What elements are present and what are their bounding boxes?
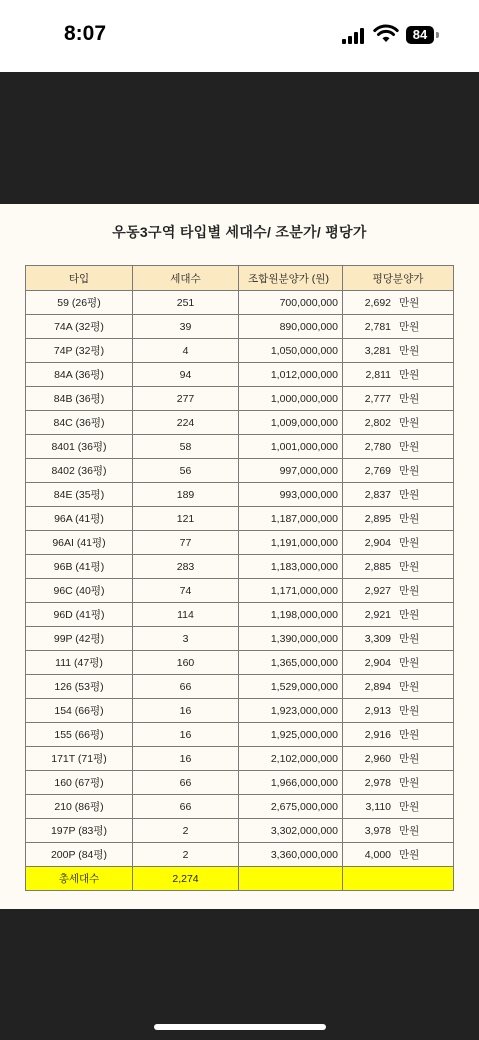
cell-units: 58 [133, 435, 239, 459]
table-row [26, 507, 454, 531]
per-pyeong-unit: 만원 [399, 369, 420, 381]
battery-icon: 84 [406, 26, 434, 44]
table-row [26, 435, 454, 459]
table-row [26, 579, 454, 603]
cell-price: 997,000,000 [239, 459, 343, 483]
cell-type: 96B (41평) [26, 555, 133, 579]
table-body [26, 291, 454, 867]
document-title: 우동3구역 타입별 세대수/ 조분가/ 평당가 [112, 224, 367, 240]
cell-per-pyeong [343, 387, 454, 411]
cell-units: 39 [133, 315, 239, 339]
cell-units: 16 [133, 747, 239, 771]
cell-per-pyeong [343, 843, 454, 867]
cell-units: 189 [133, 483, 239, 507]
per-pyeong-value: 3,281 [364, 345, 391, 357]
cell-units: 2 [133, 843, 239, 867]
cell-type: 200P (84평) [26, 843, 133, 867]
cell-price: 1,050,000,000 [239, 339, 343, 363]
total-units: 2,274 [133, 867, 239, 891]
table-row [26, 747, 454, 771]
cell-type: 84C (36평) [26, 411, 133, 435]
per-pyeong-unit: 만원 [399, 513, 420, 525]
cell-type: 96A (41평) [26, 507, 133, 531]
per-pyeong-value: 2,913 [364, 705, 391, 717]
battery-tip [436, 32, 439, 38]
table-row [26, 843, 454, 867]
total-row [26, 867, 454, 891]
cell-type: 171T (71평) [26, 747, 133, 771]
wifi-icon [373, 24, 399, 44]
per-pyeong-value: 2,780 [364, 441, 391, 453]
cell-per-pyeong [343, 315, 454, 339]
total-label: 총세대수 [26, 867, 133, 891]
per-pyeong-unit: 만원 [399, 489, 420, 501]
cell-units: 74 [133, 579, 239, 603]
table-row [26, 819, 454, 843]
per-pyeong-value: 2,894 [364, 681, 391, 693]
cell-price: 1,171,000,000 [239, 579, 343, 603]
per-pyeong-unit: 만원 [399, 585, 420, 597]
cell-units: 283 [133, 555, 239, 579]
per-pyeong-value: 4,000 [364, 849, 391, 861]
cell-per-pyeong [343, 339, 454, 363]
header-units: 세대수 [133, 266, 239, 291]
per-pyeong-unit: 만원 [399, 801, 420, 813]
table-row [26, 651, 454, 675]
cell-price: 1,012,000,000 [239, 363, 343, 387]
per-pyeong-value: 3,110 [365, 801, 391, 813]
cell-units: 94 [133, 363, 239, 387]
cell-per-pyeong [343, 651, 454, 675]
per-pyeong-value: 2,960 [364, 753, 391, 765]
per-pyeong-unit: 만원 [399, 849, 420, 861]
cell-price: 700,000,000 [239, 291, 343, 315]
cell-per-pyeong [343, 531, 454, 555]
cell-price: 1,198,000,000 [239, 603, 343, 627]
per-pyeong-value: 2,769 [364, 465, 391, 477]
table-row [26, 315, 454, 339]
cell-per-pyeong [343, 483, 454, 507]
cell-price: 1,529,000,000 [239, 675, 343, 699]
per-pyeong-value: 2,904 [364, 657, 391, 669]
per-pyeong-unit: 만원 [399, 561, 420, 573]
cell-per-pyeong [343, 723, 454, 747]
cell-units: 16 [133, 723, 239, 747]
cell-price: 890,000,000 [239, 315, 343, 339]
cell-type: 74A (32평) [26, 315, 133, 339]
cell-price: 1,001,000,000 [239, 435, 343, 459]
cell-units: 121 [133, 507, 239, 531]
cell-price: 2,102,000,000 [239, 747, 343, 771]
bottom-dark-area [0, 909, 479, 1040]
header-per-pyeong: 평당분양가 [343, 266, 454, 291]
table-row [26, 723, 454, 747]
cell-units: 77 [133, 531, 239, 555]
per-pyeong-value: 2,692 [364, 297, 391, 309]
cell-price: 1,966,000,000 [239, 771, 343, 795]
table-row [26, 699, 454, 723]
per-pyeong-unit: 만원 [399, 777, 420, 789]
cell-units: 66 [133, 771, 239, 795]
per-pyeong-unit: 만원 [399, 417, 420, 429]
total-price-empty [239, 867, 343, 891]
per-pyeong-value: 2,916 [364, 729, 391, 741]
cell-type: 99P (42평) [26, 627, 133, 651]
price-table [25, 265, 454, 891]
table-row [26, 363, 454, 387]
cell-type: 96AI (41평) [26, 531, 133, 555]
per-pyeong-value: 2,895 [364, 513, 391, 525]
cell-units: 224 [133, 411, 239, 435]
cell-type: 210 (86평) [26, 795, 133, 819]
cell-type: 84E (35평) [26, 483, 133, 507]
cell-units: 2 [133, 819, 239, 843]
cell-units: 277 [133, 387, 239, 411]
cell-per-pyeong [343, 771, 454, 795]
per-pyeong-unit: 만원 [399, 321, 420, 333]
cell-type: 155 (66평) [26, 723, 133, 747]
header-price: 조합원분양가 (원) [239, 266, 343, 291]
per-pyeong-value: 3,978 [364, 825, 391, 837]
cell-per-pyeong [343, 795, 454, 819]
cell-units: 66 [133, 675, 239, 699]
cell-price: 2,675,000,000 [239, 795, 343, 819]
table-row [26, 411, 454, 435]
per-pyeong-unit: 만원 [399, 681, 420, 693]
header-type: 타입 [26, 266, 133, 291]
cell-per-pyeong [343, 291, 454, 315]
cell-per-pyeong [343, 363, 454, 387]
cell-price: 1,187,000,000 [239, 507, 343, 531]
cell-per-pyeong [343, 747, 454, 771]
cell-type: 126 (53평) [26, 675, 133, 699]
per-pyeong-unit: 만원 [399, 465, 420, 477]
cell-type: 84A (36평) [26, 363, 133, 387]
per-pyeong-value: 3,309 [364, 633, 391, 645]
per-pyeong-value: 2,811 [365, 369, 391, 381]
cell-price: 1,923,000,000 [239, 699, 343, 723]
per-pyeong-value: 2,781 [364, 321, 391, 333]
cell-units: 114 [133, 603, 239, 627]
per-pyeong-unit: 만원 [399, 537, 420, 549]
top-dark-area [0, 72, 479, 204]
table-row [26, 771, 454, 795]
document-image [0, 204, 479, 909]
cell-price: 3,302,000,000 [239, 819, 343, 843]
table-row [26, 555, 454, 579]
cell-units: 16 [133, 699, 239, 723]
status-time: 8:07 [64, 22, 107, 45]
cell-units: 56 [133, 459, 239, 483]
cell-units: 251 [133, 291, 239, 315]
per-pyeong-unit: 만원 [399, 753, 420, 765]
cell-per-pyeong [343, 819, 454, 843]
cell-type: 84B (36평) [26, 387, 133, 411]
cell-type: 197P (83평) [26, 819, 133, 843]
per-pyeong-unit: 만원 [399, 705, 420, 717]
per-pyeong-unit: 만원 [399, 441, 420, 453]
cell-type: 8402 (36평) [26, 459, 133, 483]
cell-units: 4 [133, 339, 239, 363]
cell-price: 1,925,000,000 [239, 723, 343, 747]
per-pyeong-value: 2,777 [364, 393, 391, 405]
table-row [26, 459, 454, 483]
table-row [26, 795, 454, 819]
cell-type: 154 (66평) [26, 699, 133, 723]
cell-type: 8401 (36평) [26, 435, 133, 459]
cell-per-pyeong [343, 699, 454, 723]
per-pyeong-value: 2,802 [364, 417, 391, 429]
cell-price: 1,183,000,000 [239, 555, 343, 579]
cell-units: 3 [133, 627, 239, 651]
cell-type: 160 (67평) [26, 771, 133, 795]
per-pyeong-unit: 만원 [399, 633, 420, 645]
table-row [26, 387, 454, 411]
per-pyeong-unit: 만원 [399, 609, 420, 621]
per-pyeong-value: 2,837 [364, 489, 391, 501]
per-pyeong-unit: 만원 [399, 825, 420, 837]
per-pyeong-value: 2,927 [364, 585, 391, 597]
per-pyeong-unit: 만원 [399, 657, 420, 669]
per-pyeong-unit: 만원 [399, 345, 420, 357]
signal-icon [342, 28, 366, 44]
table-row [26, 483, 454, 507]
cell-per-pyeong [343, 435, 454, 459]
cell-per-pyeong [343, 507, 454, 531]
cell-price: 1,191,000,000 [239, 531, 343, 555]
table-row [26, 675, 454, 699]
cell-type: 74P (32평) [26, 339, 133, 363]
cell-per-pyeong [343, 627, 454, 651]
cell-per-pyeong [343, 675, 454, 699]
per-pyeong-value: 2,885 [364, 561, 391, 573]
cell-per-pyeong [343, 579, 454, 603]
table-row [26, 291, 454, 315]
cell-price: 1,365,000,000 [239, 651, 343, 675]
per-pyeong-value: 2,921 [364, 609, 391, 621]
table-row [26, 627, 454, 651]
cell-type: 96D (41평) [26, 603, 133, 627]
cell-per-pyeong [343, 411, 454, 435]
cell-price: 1,009,000,000 [239, 411, 343, 435]
status-bar [0, 0, 479, 72]
table-row [26, 603, 454, 627]
cell-units: 160 [133, 651, 239, 675]
cell-type: 111 (47평) [26, 651, 133, 675]
cell-type: 96C (40평) [26, 579, 133, 603]
cell-per-pyeong [343, 555, 454, 579]
table-row [26, 339, 454, 363]
cell-units: 66 [133, 795, 239, 819]
cell-price: 1,000,000,000 [239, 387, 343, 411]
per-pyeong-unit: 만원 [399, 393, 420, 405]
table-header-row [26, 266, 454, 291]
home-indicator[interactable] [154, 1024, 326, 1030]
per-pyeong-unit: 만원 [399, 729, 420, 741]
per-pyeong-value: 2,904 [364, 537, 391, 549]
cell-per-pyeong [343, 603, 454, 627]
total-per-pyeong-empty [343, 867, 454, 891]
cell-price: 1,390,000,000 [239, 627, 343, 651]
cell-type: 59 (26평) [26, 291, 133, 315]
cell-price: 993,000,000 [239, 483, 343, 507]
cell-per-pyeong [343, 459, 454, 483]
cell-price: 3,360,000,000 [239, 843, 343, 867]
table-row [26, 531, 454, 555]
per-pyeong-unit: 만원 [399, 297, 420, 309]
per-pyeong-value: 2,978 [364, 777, 391, 789]
